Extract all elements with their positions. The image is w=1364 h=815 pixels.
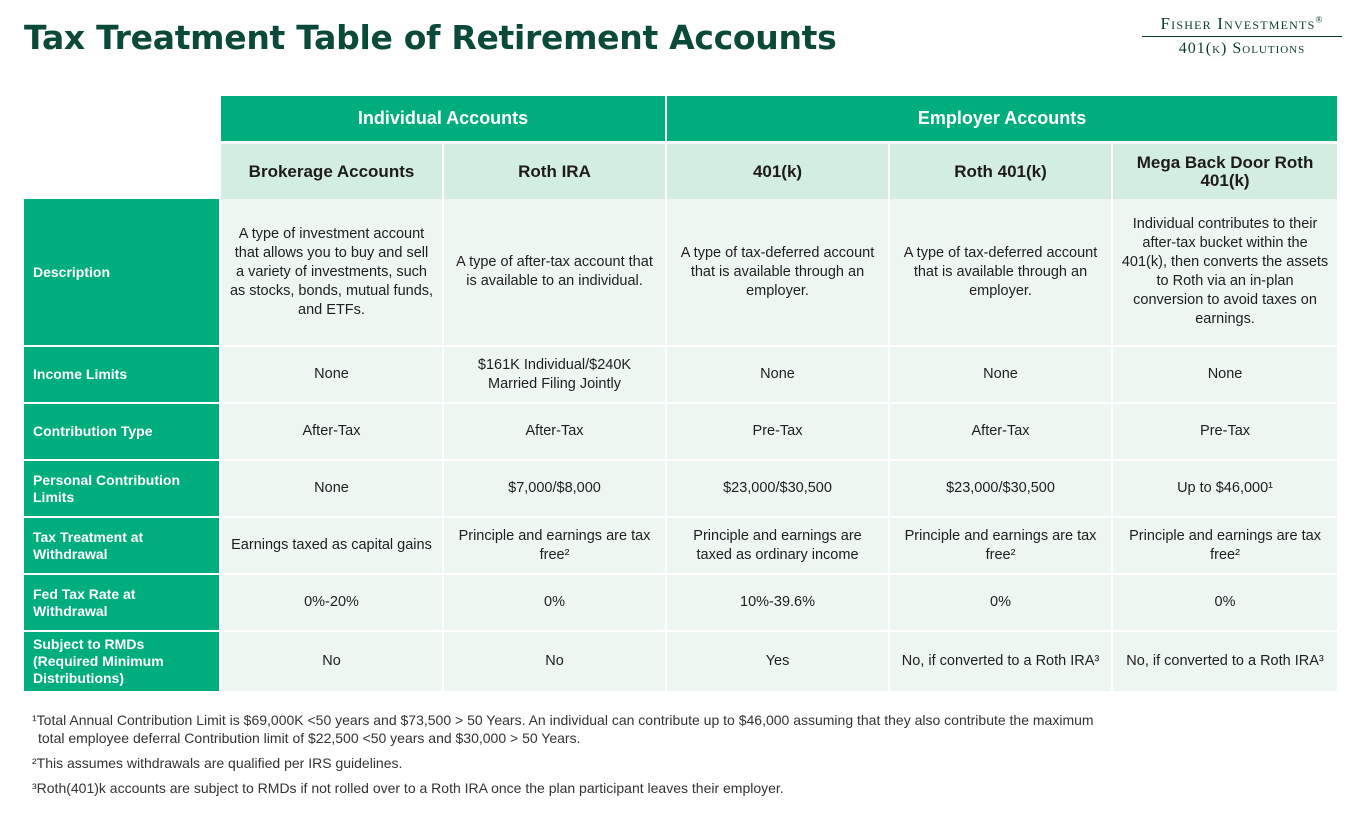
table-row xyxy=(24,403,1337,460)
table-row xyxy=(24,346,1337,403)
footnotes xyxy=(32,711,1232,804)
row-label-contribution-type: Contribution Type xyxy=(24,403,220,460)
table-cell: Principle and earnings are tax free² xyxy=(443,517,666,574)
table-cell: None xyxy=(666,346,889,403)
col-401k: 401(k) xyxy=(666,143,889,200)
logo-registered: ® xyxy=(1315,14,1324,25)
table-cell: 0% xyxy=(889,574,1112,631)
row-label-rmds: Subject to RMDs (Required Minimum Distributions) xyxy=(24,631,220,692)
logo-line2: 401(k) Solutions xyxy=(1178,40,1306,57)
table-cell: $23,000/$30,500 xyxy=(889,460,1112,517)
table-cell: A type of tax-deferred account that is available through an employer. xyxy=(666,199,889,346)
footnote-3: ³Roth(401)k accounts are subject to RMDs if not rolled over to a Roth IRA once the plan participant leaves their employer. xyxy=(32,780,784,796)
table-cell: None xyxy=(1112,346,1337,403)
table-cell: 10%-39.6% xyxy=(666,574,889,631)
table-cell: No xyxy=(220,631,443,692)
table-cell: None xyxy=(220,460,443,517)
row-label-description: Description xyxy=(24,199,220,346)
row-label-income-limits: Income Limits xyxy=(24,346,220,403)
table-cell: Pre-Tax xyxy=(1112,403,1337,460)
footnote-1-continued: total employee deferral Contribution limit of $22,500 <50 years and $30,000 > 50 Years. xyxy=(38,730,581,746)
table-cell: No, if converted to a Roth IRA³ xyxy=(889,631,1112,692)
footnote-2: ²This assumes withdrawals are qualified per IRS guidelines. xyxy=(32,755,403,771)
footnote-1: ¹Total Annual Contribution Limit is $69,000K <50 years and $73,500 > 50 Years. An individual can contribute up to $46,000 assuming that they also contribute the maximum xyxy=(32,712,1094,728)
table-cell: Principle and earnings are tax free² xyxy=(889,517,1112,574)
logo-line1: Fisher Investments xyxy=(1160,14,1316,33)
table-cell: $23,000/$30,500 xyxy=(666,460,889,517)
table-cell: After-Tax xyxy=(220,403,443,460)
table-cell: 0% xyxy=(443,574,666,631)
table-cell: After-Tax xyxy=(443,403,666,460)
col-mega-back-door-roth: Mega Back Door Roth 401(k) xyxy=(1112,143,1337,200)
table-cell: No, if converted to a Roth IRA³ xyxy=(1112,631,1337,692)
table-cell: A type of after-tax account that is available to an individual. xyxy=(443,199,666,346)
corner-blank xyxy=(24,96,220,143)
fisher-investments-logo xyxy=(1142,14,1342,58)
col-brokerage-accounts: Brokerage Accounts xyxy=(220,143,443,200)
table-cell: 0%-20% xyxy=(220,574,443,631)
table-cell: None xyxy=(220,346,443,403)
table-cell: Pre-Tax xyxy=(666,403,889,460)
table-cell: Up to $46,000¹ xyxy=(1112,460,1337,517)
table-row xyxy=(24,460,1337,517)
col-roth-ira: Roth IRA xyxy=(443,143,666,200)
table-cell: A type of tax-deferred account that is available through an employer. xyxy=(889,199,1112,346)
table-cell: $161K Individual/$240K Married Filing Jointly xyxy=(443,346,666,403)
page-title: Tax Treatment Table of Retirement Accounts xyxy=(24,18,837,57)
table-cell: Yes xyxy=(666,631,889,692)
table-cell: A type of investment account that allows you to buy and sell a variety of investments, such as stocks, bonds, mutual funds, and ETFs. xyxy=(220,199,443,346)
table-row xyxy=(24,574,1337,631)
group-employer-accounts: Employer Accounts xyxy=(666,96,1337,143)
row-label-fed-tax-rate: Fed Tax Rate at Withdrawal xyxy=(24,574,220,631)
table-row xyxy=(24,517,1337,574)
group-individual-accounts: Individual Accounts xyxy=(220,96,666,143)
table-cell: Earnings taxed as capital gains xyxy=(220,517,443,574)
tax-treatment-table xyxy=(24,96,1337,693)
table-cell: Individual contributes to their after-tax bucket within the 401(k), then converts the assets to Roth via an in-plan conversion to avoid taxes on earnings. xyxy=(1112,199,1337,346)
table-cell: $7,000/$8,000 xyxy=(443,460,666,517)
table-row xyxy=(24,631,1337,692)
table-cell: 0% xyxy=(1112,574,1337,631)
table-cell: Principle and earnings are taxed as ordinary income xyxy=(666,517,889,574)
table-row xyxy=(24,199,1337,346)
column-header-row xyxy=(24,143,1337,200)
row-label-tax-treatment: Tax Treatment at Withdrawal xyxy=(24,517,220,574)
table-cell: No xyxy=(443,631,666,692)
table-cell: Principle and earnings are tax free² xyxy=(1112,517,1337,574)
group-header-row xyxy=(24,96,1337,143)
table-cell: None xyxy=(889,346,1112,403)
col-roth-401k: Roth 401(k) xyxy=(889,143,1112,200)
corner-blank-2 xyxy=(24,143,220,200)
table-cell: After-Tax xyxy=(889,403,1112,460)
row-label-personal-contribution-limits: Personal Contribution Limits xyxy=(24,460,220,517)
